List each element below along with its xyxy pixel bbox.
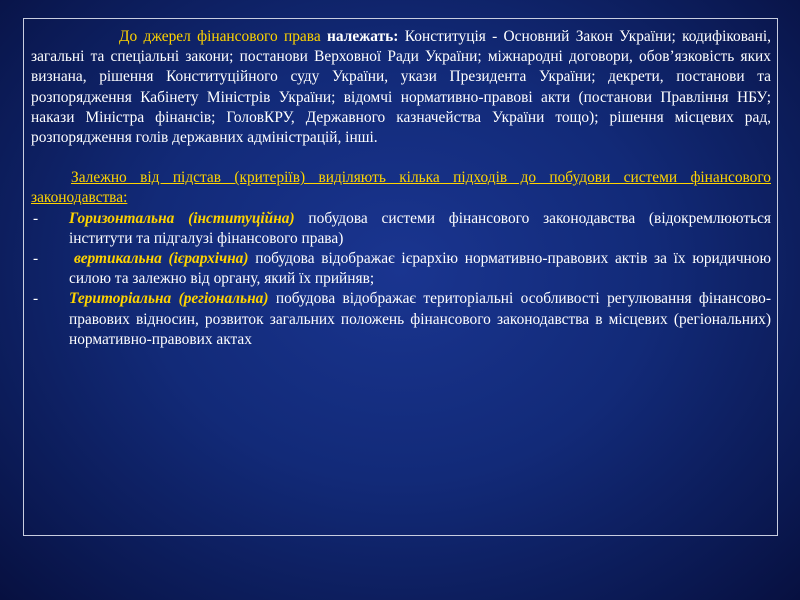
approach-term: Горизонтальна (інституційна) — [69, 209, 295, 227]
bullet-dash: - — [33, 290, 39, 308]
approach-item-vertical — [31, 249, 771, 289]
sources-text: Конституція - Основний Закон України; кодифіковані, загальні та спеціальні закони; постанови Верховної Ради України; міжнародні договори, обов’язковість яких визнана, рішення Конституційного суду України, укази Президента України; декрети, постанови та розпорядження Кабінету Міністрів України; відомчі нормативно-правові акти (постанови Правління НБУ; накази Міністра фінансів; ГоловКРУ, Державного казначейства України тощо); рішення місцевих рад, розпорядження голів державних адміністрацій, інші. — [31, 28, 771, 147]
approach-text: побудова відображає ієрархію нормативно-правових актів за їх юридичною силою та залежно від органу, який їх прийняв; — [69, 250, 771, 288]
sources-paragraph — [31, 27, 771, 148]
approach-item-territorial — [31, 289, 771, 350]
bullet-dash: - — [33, 209, 39, 227]
sources-verb: належать: — [326, 28, 399, 45]
bullet-dash: - — [33, 250, 39, 268]
approach-term: Територіальна (регіональна) — [69, 290, 269, 308]
sources-heading: До джерел фінансового права — [119, 28, 321, 45]
approaches-intro: Залежно від підстав (критеріїв) виділяють кілька підходів до побудови системи фінансового законодавства: — [31, 169, 771, 207]
approach-item-horizontal — [31, 209, 771, 249]
approach-text: побудова відображає територіальні особливості регулювання фінансово-правових відносин, розвиток загальних положень фінансового законодавства в місцевих (регіональних) нормативно-правових актах — [69, 290, 771, 348]
paragraph-spacer — [31, 148, 771, 168]
slide-text-frame — [23, 18, 778, 536]
approach-text: побудова системи фінансового законодавства (відокремлюються інститути та підгалузі фінансового права) — [69, 209, 771, 247]
approach-term: вертикальна (ієрархічна) — [74, 250, 249, 268]
